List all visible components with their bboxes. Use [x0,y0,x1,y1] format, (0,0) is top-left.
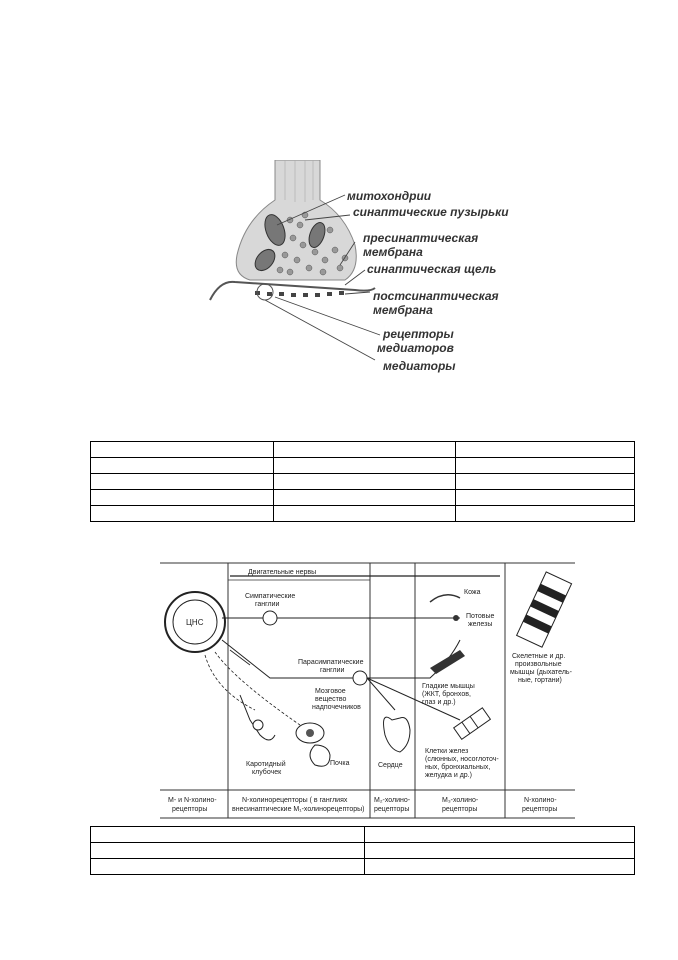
table-row [91,506,635,522]
footer-col5-line2: рецепторы [522,806,558,813]
label-postsynaptic-2: мембрана [373,303,433,317]
cholinoreceptor-diagram [160,560,575,820]
empty-table-2 [90,826,635,875]
label-carotid-1: Каротидный [246,761,286,768]
footer-col3-line1: М₂-холино- [374,797,411,804]
label-skeletal-2: произвольные [515,661,562,668]
table-row [91,458,635,474]
label-parasympathetic-2: ганглии [320,667,345,674]
table-row [91,843,635,859]
footer-col2-line2: внесинаптические М₁-холинорецепторы) [232,806,365,813]
label-mediators: медиаторы [383,359,456,373]
label-sympathetic-1: Симпатические [245,593,296,600]
label-glands-1: Клетки желез [425,748,469,755]
label-glands-3: ных, бронхиальных, [425,764,491,771]
label-adrenal-2: вещество [315,696,347,703]
label-adrenal-1: Мозговое [315,688,346,695]
label-skeletal-3: мышцы (дыхатель- [510,669,572,676]
footer-col2-line1: N-холинорецепторы ( в ганглиях [242,797,348,804]
label-sympathetic-2: ганглии [255,601,280,608]
footer-col1-line2: рецепторы [172,806,208,813]
table-row [91,490,635,506]
synapse-diagram [205,160,515,390]
table-row [91,442,635,458]
footer-col3-line2: рецепторы [374,806,410,813]
label-smooth-3: глаз и др.) [422,699,456,706]
label-postsynaptic-1: постсинаптическая [373,289,499,303]
label-motor-nerves: Двигательные нервы [248,569,317,576]
label-smooth-2: (ЖКТ, бронхов, [422,691,471,698]
table-row [91,859,635,875]
label-presynaptic-1: пресинаптическая [363,231,479,245]
label-vesicles: синаптические пузырьки [353,205,509,219]
label-mitochondria: митохондрии [347,189,432,203]
label-skeletal-1: Скелетные и др. [512,653,566,660]
label-adrenal-3: надпочечников [312,704,361,711]
footer-col1-line1: М- и N-холино- [168,797,217,804]
label-sweat-1: Потовые [466,613,495,620]
label-presynaptic-2: мембрана [363,245,423,259]
label-carotid-2: клубочек [252,769,282,776]
footer-col5-line1: N-холино- [524,797,557,804]
label-smooth-1: Гладкие мышцы [422,683,475,690]
table-row [91,827,635,843]
label-glands-2: (слюнных, носоглоточ- [425,756,499,763]
label-skin: Кожа [464,589,481,596]
label-receptors-1: рецепторы [383,327,454,341]
footer-col4-line1: М₃-холино- [442,797,479,804]
label-skeletal-4: ные, гортани) [518,677,562,684]
table-row [91,474,635,490]
label-cns: ЦНС [186,618,204,627]
empty-table-1 [90,441,635,522]
footer-col4-line2: рецепторы [442,806,478,813]
label-heart: Сердце [378,762,403,769]
label-kidney: Почка [330,760,350,767]
label-receptors-2: медиаторов [377,341,454,355]
label-sweat-2: железы [468,621,493,628]
label-cleft: синаптическая щель [367,262,497,276]
label-parasympathetic-1: Парасимпатические [298,659,364,666]
label-glands-4: желудка и др.) [425,772,472,779]
